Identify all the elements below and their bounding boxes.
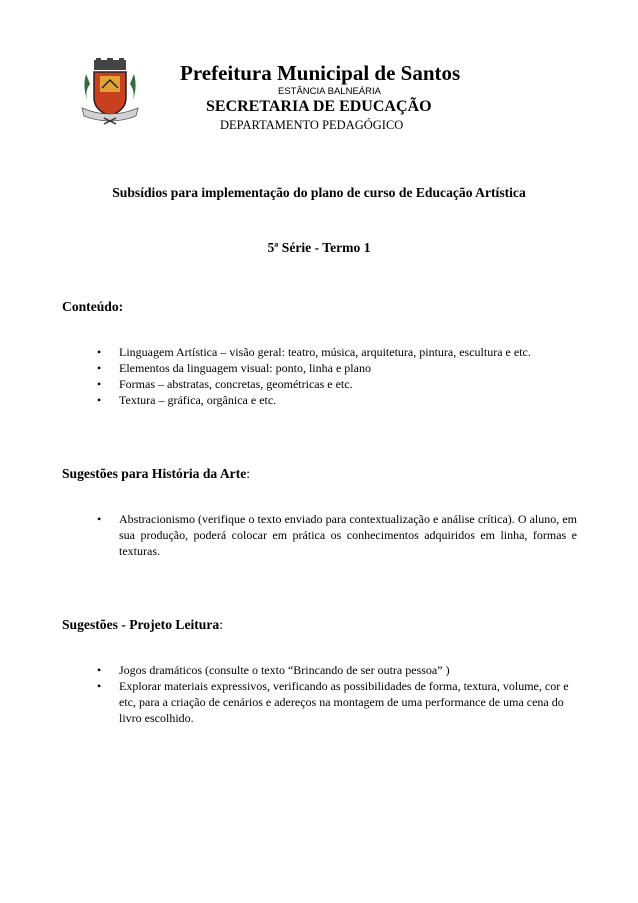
list-item: • Explorar materiais expressivos, verificando as possibilidades de forma, textura, volume, cor e etc, para a criação de cenários e adereços na montagem de uma performance de uma cena do livro escolhido. bbox=[97, 679, 569, 725]
bullet-icon: • bbox=[97, 377, 102, 391]
conteudo-heading-text: Conteúdo: bbox=[62, 299, 124, 314]
header-departamento: DEPARTAMENTO PEDAGÓGICO bbox=[220, 118, 404, 132]
list-item: • Jogos dramáticos (consulte o texto “Brincando de ser outra pessoa” ) bbox=[97, 663, 450, 677]
bullet-icon: • bbox=[97, 663, 102, 677]
header-subtitle: ESTÂNCIA BALNEÁRIA bbox=[278, 86, 381, 97]
list-item: • Linguagem Artística – visão geral: teatro, música, arquitetura, pintura, escultura e etc. bbox=[97, 345, 531, 359]
leitura-heading-text: Sugestões - Projeto Leitura bbox=[62, 617, 220, 632]
bullet-icon: • bbox=[97, 512, 102, 526]
conteudo-list bbox=[95, 344, 577, 408]
leitura-heading: Sugestões - Projeto Leitura: bbox=[62, 617, 223, 632]
list-item: • Abstracionismo (verifique o texto enviado para contextualização e análise crítica). O aluno, em sua produção, poderá colocar em prática os conhecimentos adquiridos em linha, formas e texturas. bbox=[97, 512, 577, 558]
bullet-icon: • bbox=[97, 361, 102, 375]
header-title: Prefeitura Municipal de Santos bbox=[180, 61, 461, 85]
bullet-icon: • bbox=[97, 679, 102, 693]
conteudo-heading bbox=[62, 299, 123, 315]
list-item: • Formas – abstratas, concretas, geométricas e etc. bbox=[97, 377, 353, 391]
bullet-icon: • bbox=[97, 345, 102, 359]
historia-heading-text: Sugestões para História da Arte bbox=[62, 466, 247, 481]
grade-term: 5ª Série - Termo 1 bbox=[267, 240, 371, 255]
historia-heading: Sugestões para História da Arte: bbox=[62, 466, 251, 481]
document-title: Subsídios para implementação do plano de curso de Educação Artística bbox=[112, 185, 526, 200]
list-item: • Elementos da linguagem visual: ponto, linha e plano bbox=[97, 361, 371, 375]
list-item: • Textura – gráfica, orgânica e etc. bbox=[97, 393, 277, 407]
bullet-icon: • bbox=[97, 393, 102, 407]
coat-of-arms-icon bbox=[80, 58, 140, 126]
leitura-list bbox=[95, 662, 577, 726]
header-secretaria: SECRETARIA DE EDUCAÇÃO bbox=[206, 98, 432, 115]
historia-list bbox=[95, 511, 577, 559]
